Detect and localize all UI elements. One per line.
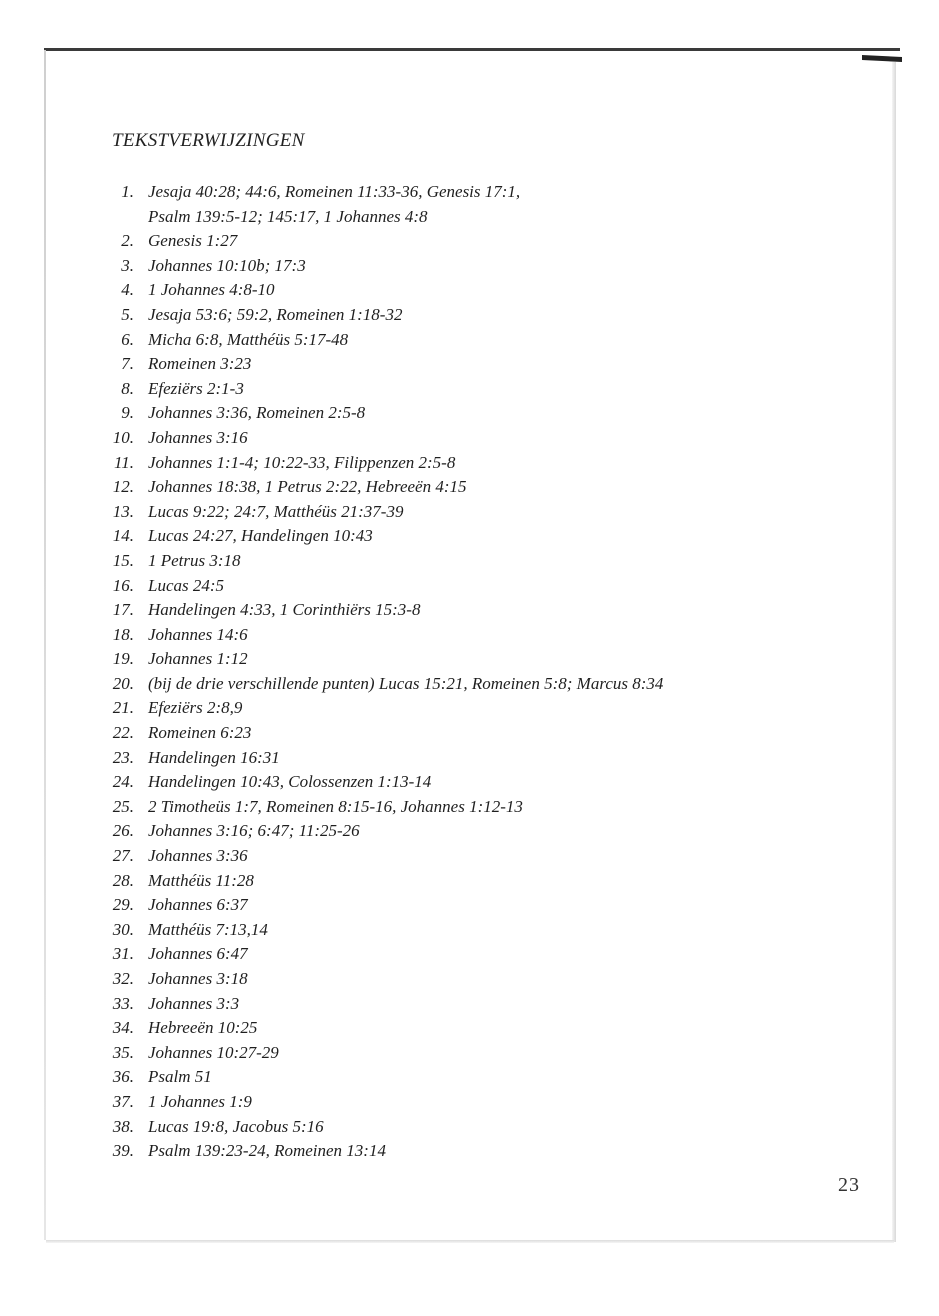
reference-text xyxy=(148,1139,386,1164)
reference-line: Lucas 24:5 xyxy=(148,575,225,595)
reference-number: 39. xyxy=(112,1141,134,1161)
reference-text xyxy=(148,942,248,967)
reference-item xyxy=(104,549,663,574)
reference-text xyxy=(148,180,520,229)
reference-line: Johannes 3:36 xyxy=(148,846,248,866)
reference-text xyxy=(148,549,241,574)
page-number: 23 xyxy=(838,1174,860,1196)
reference-text xyxy=(148,696,242,721)
reference-line: Handelingen 16:31 xyxy=(148,747,280,767)
reference-text xyxy=(148,451,455,476)
reference-text xyxy=(148,746,280,771)
reference-text xyxy=(148,475,467,500)
reference-item xyxy=(104,672,663,697)
reference-item xyxy=(104,180,663,229)
reference-text xyxy=(148,401,365,426)
page-bottom-edge xyxy=(46,1240,894,1243)
reference-item xyxy=(104,401,663,426)
reference-line: Micha 6:8, Matthéüs 5:17-48 xyxy=(148,329,349,349)
reference-line: Romeinen 3:23 xyxy=(148,354,252,374)
reference-line: Johannes 10:10b; 17:3 xyxy=(148,255,306,275)
reference-text xyxy=(148,992,239,1017)
reference-text xyxy=(148,598,420,623)
reference-number: 23. xyxy=(112,747,134,767)
reference-number: 17. xyxy=(112,600,134,620)
reference-item xyxy=(104,918,663,943)
reference-text xyxy=(148,426,248,451)
reference-line: Johannes 1:1-4; 10:22-33, Filippenzen 2:5-8 xyxy=(148,452,456,472)
reference-item xyxy=(104,770,663,795)
reference-line: Psalm 51 xyxy=(148,1067,212,1087)
reference-item xyxy=(104,623,663,648)
reference-item xyxy=(104,869,663,894)
reference-number: 14. xyxy=(112,526,134,546)
page-top-edge xyxy=(44,48,900,51)
reference-number: 31. xyxy=(112,944,134,964)
reference-item xyxy=(104,1016,663,1041)
reference-item xyxy=(104,1139,663,1164)
reference-number: 29. xyxy=(112,895,134,915)
reference-item xyxy=(104,574,663,599)
reference-text xyxy=(148,672,663,697)
page-left-edge xyxy=(44,50,46,1240)
reference-line: Romeinen 6:23 xyxy=(148,723,252,743)
reference-item xyxy=(104,451,663,476)
reference-item xyxy=(104,746,663,771)
reference-item xyxy=(104,328,663,353)
reference-number: 10. xyxy=(112,427,134,447)
reference-number: 38. xyxy=(112,1116,134,1136)
reference-item xyxy=(104,254,663,279)
reference-text xyxy=(148,1041,279,1066)
reference-number: 37. xyxy=(112,1091,134,1111)
reference-number: 16. xyxy=(112,575,134,595)
reference-text xyxy=(148,869,254,894)
reference-line: Jesaja 53:6; 59:2, Romeinen 1:18-32 xyxy=(148,304,403,324)
reference-item xyxy=(104,967,663,992)
reference-line: Jesaja 40:28; 44:6, Romeinen 11:33-36, Genesis 17:1, xyxy=(148,182,521,201)
reference-text xyxy=(148,328,348,353)
reference-number: 1. xyxy=(121,182,134,201)
reference-text xyxy=(148,795,523,820)
reference-line: (bij de drie verschillende punten) Lucas 15:21, Romeinen 5:8; Marcus 8:34 xyxy=(148,673,664,693)
page-corner-shadow xyxy=(862,55,902,62)
reference-line: 1 Johannes 1:9 xyxy=(148,1091,252,1111)
reference-line: Matthéüs 11:28 xyxy=(148,870,254,890)
reference-text xyxy=(148,1016,257,1041)
reference-item xyxy=(104,721,663,746)
reference-text xyxy=(148,1065,212,1090)
reference-number: 30. xyxy=(112,919,134,939)
reference-number: 9. xyxy=(121,403,134,423)
reference-line: Johannes 10:27-29 xyxy=(148,1042,279,1062)
reference-item xyxy=(104,1065,663,1090)
reference-text xyxy=(148,377,244,402)
reference-number: 6. xyxy=(121,329,134,349)
reference-line: Efeziërs 2:1-3 xyxy=(148,378,244,398)
reference-number: 15. xyxy=(112,550,134,570)
reference-number: 24. xyxy=(112,772,134,792)
reference-line: Johannes 3:16 xyxy=(148,427,248,447)
reference-line: Johannes 18:38, 1 Petrus 2:22, Hebreeën 4:15 xyxy=(148,477,467,497)
reference-text xyxy=(148,819,360,844)
reference-item xyxy=(104,377,663,402)
page-heading: TEKSTVERWIJZINGEN xyxy=(112,130,305,151)
reference-line: 2 Timotheüs 1:7, Romeinen 8:15-16, Johannes 1:12-13 xyxy=(148,796,523,816)
reference-number: 21. xyxy=(112,698,134,718)
reference-item xyxy=(104,352,663,377)
reference-number: 26. xyxy=(112,821,134,841)
reference-number: 35. xyxy=(112,1042,134,1062)
reference-item xyxy=(104,1090,663,1115)
reference-number: 28. xyxy=(112,870,134,890)
reference-line: Handelingen 4:33, 1 Corinthiërs 15:3-8 xyxy=(148,600,421,620)
reference-text xyxy=(148,352,251,377)
reference-item xyxy=(104,278,663,303)
reference-item xyxy=(104,893,663,918)
page-right-edge xyxy=(892,62,896,1242)
reference-item xyxy=(104,992,663,1017)
reference-number: 2. xyxy=(121,231,134,251)
reference-text xyxy=(148,893,248,918)
reference-number: 34. xyxy=(112,1018,134,1038)
reference-text xyxy=(148,1090,252,1115)
reference-text xyxy=(148,254,306,279)
reference-line: Psalm 139:23-24, Romeinen 13:14 xyxy=(148,1141,386,1161)
reference-item xyxy=(104,524,663,549)
reference-text xyxy=(148,574,224,599)
reference-number: 36. xyxy=(112,1067,134,1087)
reference-item xyxy=(104,475,663,500)
reference-line: Handelingen 10:43, Colossenzen 1:13-14 xyxy=(148,772,432,792)
reference-line: Lucas 24:27, Handelingen 10:43 xyxy=(148,526,373,546)
reference-number: 12. xyxy=(112,477,134,497)
reference-number: 22. xyxy=(112,723,134,743)
reference-text xyxy=(148,623,248,648)
reference-item xyxy=(104,647,663,672)
reference-text xyxy=(148,721,251,746)
reference-text xyxy=(148,278,275,303)
reference-text xyxy=(148,229,237,254)
reference-line: Lucas 9:22; 24:7, Matthéüs 21:37-39 xyxy=(148,501,404,521)
reference-line: Johannes 6:37 xyxy=(148,895,248,915)
reference-item xyxy=(104,426,663,451)
reference-line: Johannes 3:36, Romeinen 2:5-8 xyxy=(148,403,366,423)
reference-line: Matthéüs 7:13,14 xyxy=(148,919,268,939)
reference-number: 5. xyxy=(121,304,134,324)
reference-number: 27. xyxy=(112,846,134,866)
reference-text xyxy=(148,967,248,992)
reference-number: 25. xyxy=(112,796,134,816)
reference-text xyxy=(148,918,268,943)
reference-line: Johannes 3:3 xyxy=(148,993,240,1013)
reference-text xyxy=(148,500,403,525)
reference-number: 32. xyxy=(112,969,134,988)
reference-number: 33. xyxy=(112,993,134,1013)
reference-line: Hebreeën 10:25 xyxy=(148,1018,258,1038)
reference-text xyxy=(148,1115,324,1140)
reference-line: Efeziërs 2:8,9 xyxy=(148,698,243,718)
reference-number: 13. xyxy=(112,501,134,521)
reference-text xyxy=(148,303,402,328)
reference-item xyxy=(104,1041,663,1066)
reference-number: 11. xyxy=(114,452,134,472)
reference-number: 8. xyxy=(121,378,134,398)
reference-item xyxy=(104,500,663,525)
reference-item xyxy=(104,844,663,869)
reference-item xyxy=(104,795,663,820)
reference-line: Genesis 1:27 xyxy=(148,231,238,251)
reference-list xyxy=(104,180,663,1164)
reference-item xyxy=(104,942,663,967)
reference-item xyxy=(104,819,663,844)
reference-line: Johannes 1:12 xyxy=(148,649,248,669)
reference-number: 20. xyxy=(112,673,134,693)
reference-text xyxy=(148,647,248,672)
reference-number: 7. xyxy=(121,354,134,374)
reference-line: Johannes 3:16; 6:47; 11:25-26 xyxy=(148,821,360,841)
reference-item xyxy=(104,229,663,254)
reference-number: 18. xyxy=(112,624,134,644)
reference-text xyxy=(148,844,248,869)
reference-number: 19. xyxy=(112,649,134,669)
reference-line: Johannes 6:47 xyxy=(148,944,248,964)
reference-number: 3. xyxy=(121,255,134,275)
reference-item xyxy=(104,1115,663,1140)
reference-line: Lucas 19:8, Jacobus 5:16 xyxy=(148,1116,324,1136)
reference-item xyxy=(104,598,663,623)
reference-line: Psalm 139:5-12; 145:17, 1 Johannes 4:8 xyxy=(148,206,428,226)
reference-line: Johannes 3:18 xyxy=(148,969,248,988)
reference-number: 4. xyxy=(121,280,134,300)
reference-text xyxy=(148,770,431,795)
reference-line: Johannes 14:6 xyxy=(148,624,248,644)
reference-item xyxy=(104,696,663,721)
reference-item xyxy=(104,303,663,328)
reference-text xyxy=(148,524,373,549)
reference-line: 1 Petrus 3:18 xyxy=(148,550,241,570)
reference-line: 1 Johannes 4:8-10 xyxy=(148,280,275,300)
